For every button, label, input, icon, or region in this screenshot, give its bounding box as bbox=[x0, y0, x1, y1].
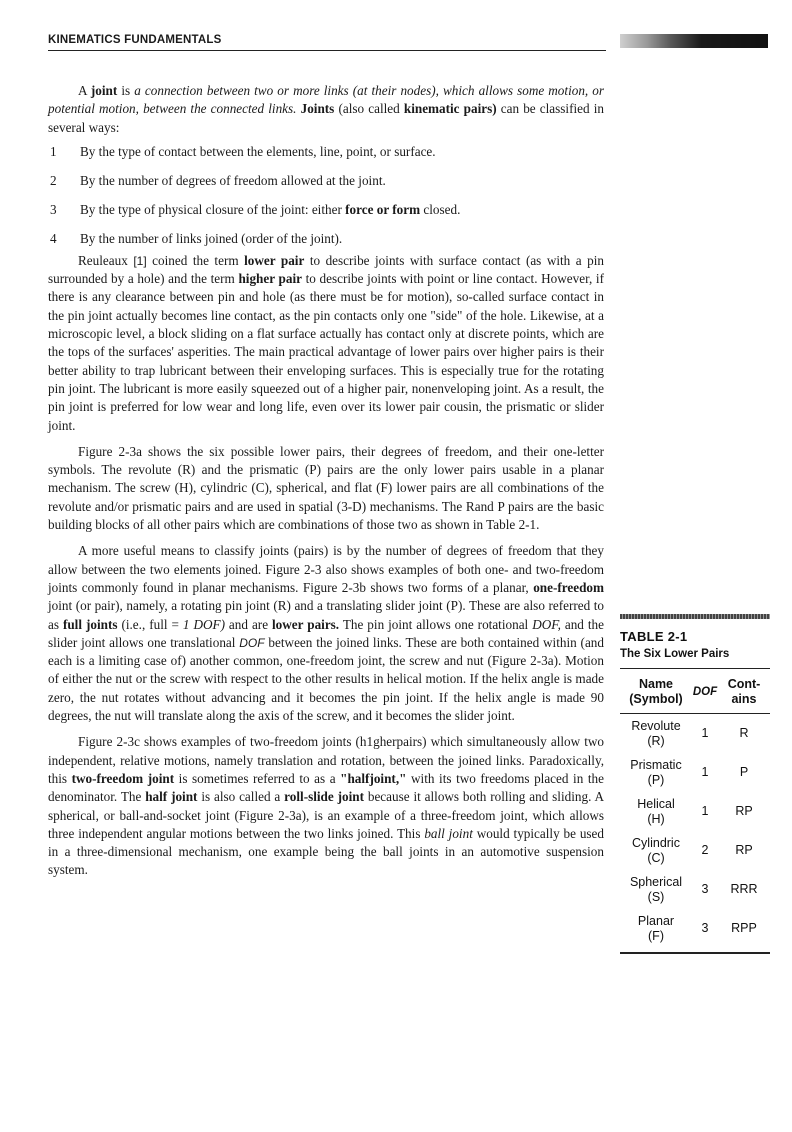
header-gradient-bar bbox=[620, 34, 768, 48]
table-2-1 bbox=[620, 614, 770, 954]
col-name: Name (Symbol) bbox=[620, 669, 692, 714]
classification-list bbox=[48, 143, 604, 248]
page-header bbox=[48, 30, 768, 52]
table-label: TABLE 2-1 bbox=[620, 629, 688, 644]
table-row: Prismatic (P) 1 P bbox=[630, 757, 749, 787]
list-item: 2 By the number of degrees of freedom allowed at the joint. bbox=[50, 172, 386, 188]
table-top-bar bbox=[620, 614, 770, 619]
table-row: Revolute (R) 1 R bbox=[631, 718, 749, 748]
table-row: Spherical (S) 3 RRR bbox=[629, 874, 758, 904]
paragraph-lower-pairs: Figure 2-3a shows the six possible lower pairs, their degrees of freedom, and their one-letter symbols. The revolute (R) and the prismatic (P) pairs are the only lower pairs usable in a planar mechanism. The screw (H), cylindric (C), spherical, and flat (F) lower pairs are all combinations of the revolute and/or prismatic pairs and are used in spatial (3-D) mechanisms. The Rand P pairs are the basic building blocks of all other pairs which are combinations of those two as shown in Table 2-1. bbox=[48, 443, 604, 533]
table-row: Cylindric (C) 2 RP bbox=[632, 835, 753, 865]
table-row: Helical (H) 1 RP bbox=[637, 796, 753, 826]
col-contains: Cont- ains bbox=[718, 669, 770, 714]
list-item: 1 By the type of contact between the elements, line, point, or surface. bbox=[50, 143, 436, 159]
list-item: 4 By the number of links joined (order of the joint). bbox=[50, 230, 343, 246]
list-item: 3 By the type of physical closure of the joint: either force or form closed. bbox=[50, 201, 461, 217]
term-kinematic-pairs: kinematic pairs) bbox=[403, 101, 497, 117]
col-dof: DOF bbox=[692, 669, 718, 714]
header-rule bbox=[48, 50, 606, 51]
table-caption: The Six Lower Pairs bbox=[620, 648, 770, 669]
paragraph-degrees-of-freedom: A more useful means to classify joints (pairs) is by the number of degrees of freedom that they allow between the two elements joined. Figure 2-3 also shows examples of both one- and two-freedom joints commonly found in planar mechanisms. Figure 2-3b shows two forms of a planar, one-freedom joint (or pair), namely, a rotating pin joint (R) and a translating slider joint (P). These are also referred to as full joints (i.e., full = 1 DOF) and are lower pairs. The pin joint allows one rotational DOF, and the slider joint allows one translational DOF between the joined links. These are both contained within (and each is a limiting case of) another common, one-freedom joint, the screw and nut (Figure 2-3a). Motion of either the nut or the screw with respect to the other results in helical motion. If the helix angle is made zero, the nut rotates without advancing and it becomes the pin joint. If the helix angle is made 90 degrees, the nut will translate along the axis of the screw, and it becomes the slider joint. bbox=[48, 543, 604, 724]
table-bottom-rule bbox=[620, 952, 770, 954]
paragraph-reuleaux: Reuleaux [1] coined the term lower pair to describe joints with surface contact (as with a pin surrounded by a hole) and the term higher pair to describe joints with point or line contact. However, if there is any clearance between pin and hole (as there must be for motion), so-called surface contact in the pin joint actually becomes line contact, as the pin contacts only one "side" of the hole. Likewise, at a microscopic level, a block sliding on a flat surface actually has contact only at discrete points, which are the tops of the surfaces' asperities. The main practical advantage of lower pairs over higher pairs is their better ability to trap lubricant between their enveloping surfaces. This is especially true for the rotating pin joint. The lubricant is more easily squeezed out of a higher pair, nonenveloping joint. As a result, the pin joint is preferred for low wear and long life, even over its lower pair cousin, the prismatic or slider joint. bbox=[48, 252, 604, 433]
body-text bbox=[48, 82, 604, 880]
paragraph-two-freedom: Figure 2-3c shows examples of two-freedom joints (h1gherpairs) which simultaneously allow two independent, relative motions, namely translation and rotation, between the joined links. Paradoxically, this two-freedom joint is sometimes referred to as a "halfjoint," with its two freedoms placed in the denominator. The half joint is also called a roll-slide joint because it allows both rolling and sliding. A spherical, or ball-and-socket joint (Figure 2-3a), is an example of a three-freedom joint, which allows three independent angular motions between the two links joined. This ball joint would typically be used in a three-dimensional mechanism, one example being the ball joints in an automotive suspension system. bbox=[48, 734, 605, 878]
table-row: Planar (F) 3 RPP bbox=[637, 913, 757, 943]
lower-pairs-table bbox=[620, 669, 770, 948]
citation-ref: [1] bbox=[133, 253, 147, 268]
paragraph-joint-definition: A joint is a connection between two or more links (at their nodes), which allows some motion, or potential motion, between the connected links. Joints (also called kinematic pairs) can be classified in several ways: bbox=[48, 83, 605, 135]
term-joint: joint bbox=[90, 83, 118, 98]
table-header-row bbox=[620, 669, 770, 714]
running-head: KINEMATICS FUNDAMENTALS bbox=[48, 34, 222, 46]
